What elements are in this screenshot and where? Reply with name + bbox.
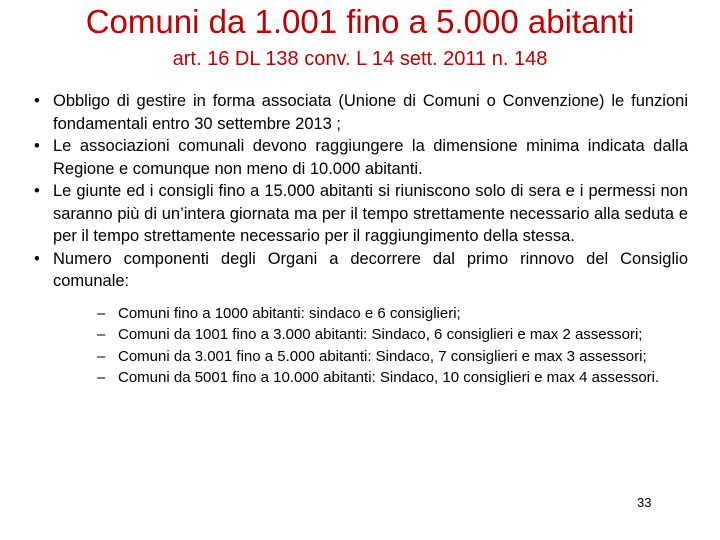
sub-item-text: Comuni da 3.001 fino a 5.000 abitanti: Sindaco, 7 consiglieri e max 3 assessori; (118, 347, 647, 365)
bullet-text: Le giunte ed i consigli fino a 15.000 abitanti si riuniscono solo di sera e i permessi non saranno più di un’intera giornata ma per il tempo strettamente necessario alla seduta e per il tempo strettamente necessario per il raggiungimento della stessa. (53, 182, 688, 245)
sub-item-text: Comuni da 5001 fino a 10.000 abitanti: Sindaco, 10 consiglieri e max 4 assessori. (118, 369, 660, 386)
dash-icon: – (97, 347, 106, 365)
sub-list (53, 303, 688, 389)
slide-subtitle: art. 16 DL 138 conv. L 14 sett. 2011 n. 148 (172, 48, 548, 70)
bullet-icon: • (34, 182, 40, 200)
bullet-text: Obbligo di gestire in forma associata (Unione di Comuni o Convenzione) le funzioni fondamentali entro 30 settembre 2013 ; (53, 92, 688, 133)
dash-icon: – (97, 326, 106, 343)
bullet-item-giunte-consigli (32, 180, 688, 248)
sub-item-3001-5000 (97, 346, 688, 368)
bullet-icon: • (34, 249, 40, 268)
slide-content (32, 90, 688, 389)
sub-item-text: Comuni fino a 1000 abitanti: sindaco e 6 consiglieri; (118, 304, 461, 322)
bullet-icon: • (34, 137, 40, 155)
bullet-icon: • (34, 92, 40, 110)
sub-item-5001-10000 (97, 367, 688, 389)
bullet-item-associazioni-comunali (32, 135, 688, 180)
bullet-item-gestione-associata (32, 90, 688, 135)
sub-item-1001-3000 (97, 324, 688, 346)
slide-title: Comuni da 1.001 fino a 5.000 abitanti (85, 3, 635, 40)
dash-icon: – (97, 304, 106, 322)
bullet-item-numero-componenti (32, 248, 688, 389)
sub-item-fino-1000 (97, 303, 688, 325)
bullet-list (32, 90, 688, 389)
bullet-text: Le associazioni comunali devono raggiungere la dimensione minima indicata dalla Regione e comunque non meno di 10.000 abitanti. (53, 137, 688, 178)
dash-icon: – (97, 369, 106, 386)
sub-item-text: Comuni da 1001 fino a 3.000 abitanti: Sindaco, 6 consiglieri e max 2 assessori; (118, 326, 643, 343)
bullet-text: Numero componenti degli Organi a decorrere dal primo rinnovo del Consiglio comunale: (53, 249, 688, 290)
page-number: 33 (637, 495, 652, 510)
